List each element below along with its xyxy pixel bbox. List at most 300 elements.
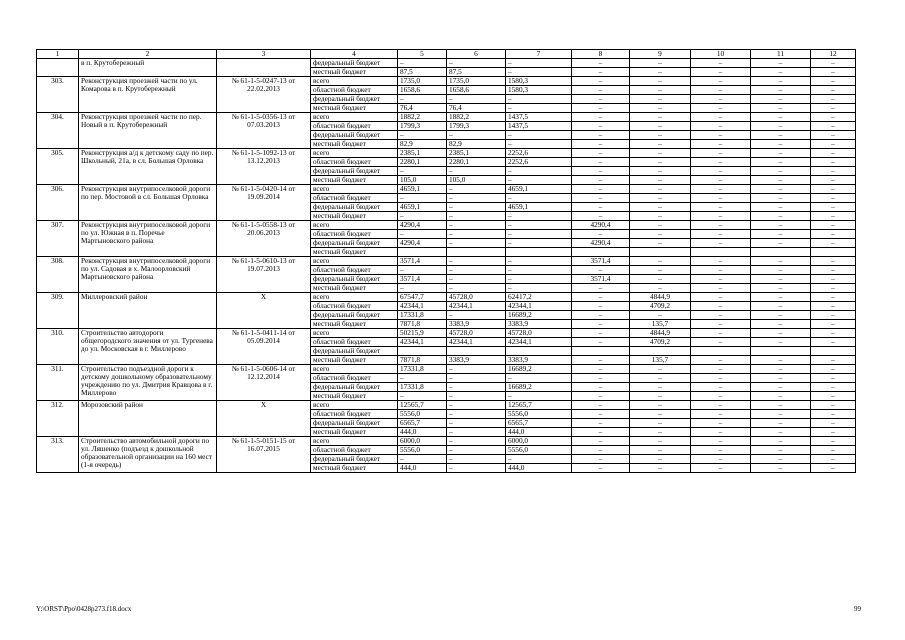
- row-number: 304.: [37, 113, 79, 149]
- amount-cell: –: [398, 194, 447, 203]
- amount-cell: –: [751, 266, 811, 275]
- amount-cell: 1437,5: [506, 122, 572, 131]
- document-ref: № 61-1-5-1092-13 от 13.12.2013: [217, 149, 311, 185]
- amount-cell: –: [811, 131, 856, 140]
- amount-cell: –: [811, 158, 856, 167]
- amount-cell: –: [572, 59, 630, 68]
- funding-source: всего: [311, 257, 398, 266]
- table-row: [37, 59, 856, 68]
- amount-cell: –: [630, 257, 691, 266]
- amount-cell: –: [691, 140, 751, 149]
- table-row: [37, 77, 856, 86]
- funding-source: местный бюджет: [311, 248, 398, 257]
- amount-cell: –: [572, 266, 630, 275]
- amount-cell: –: [630, 383, 691, 392]
- budget-table-container: [36, 49, 855, 473]
- amount-cell: –: [447, 239, 506, 248]
- amount-cell: –: [506, 374, 572, 383]
- amount-cell: –: [691, 149, 751, 158]
- amount-cell: [572, 248, 630, 257]
- amount-cell: –: [572, 230, 630, 239]
- amount-cell: –: [398, 131, 447, 140]
- page-number: 99: [854, 605, 861, 613]
- funding-source: федеральный бюджет: [311, 275, 398, 284]
- amount-cell: –: [811, 365, 856, 374]
- amount-cell: –: [572, 131, 630, 140]
- amount-cell: 1799,3: [398, 122, 447, 131]
- amount-cell: –: [572, 410, 630, 419]
- amount-cell: 4844,9: [630, 329, 691, 338]
- header-row: [37, 50, 856, 59]
- amount-cell: [506, 347, 572, 356]
- amount-cell: –: [751, 131, 811, 140]
- amount-cell: –: [447, 392, 506, 401]
- amount-cell: 444,0: [398, 428, 447, 437]
- amount-cell: –: [811, 59, 856, 68]
- funding-source: федеральный бюджет: [311, 59, 398, 68]
- funding-source: местный бюджет: [311, 176, 398, 185]
- amount-cell: –: [447, 284, 506, 293]
- amount-cell: –: [447, 383, 506, 392]
- amount-cell: –: [506, 140, 572, 149]
- funding-source: федеральный бюджет: [311, 239, 398, 248]
- amount-cell: –: [691, 194, 751, 203]
- amount-cell: –: [447, 446, 506, 455]
- amount-cell: –: [506, 275, 572, 284]
- funding-source: всего: [311, 77, 398, 86]
- amount-cell: 3571,4: [398, 257, 447, 266]
- amount-cell: –: [572, 68, 630, 77]
- amount-cell: –: [751, 68, 811, 77]
- amount-cell: –: [630, 221, 691, 230]
- column-header: 8: [572, 50, 630, 59]
- amount-cell: [691, 347, 751, 356]
- amount-cell: –: [811, 212, 856, 221]
- document-ref: № 61-1-5-0606-14 от 12.12.2014: [217, 365, 311, 401]
- document-ref: Х: [217, 293, 311, 329]
- table-row: [37, 113, 856, 122]
- amount-cell: –: [630, 104, 691, 113]
- funding-source: всего: [311, 221, 398, 230]
- amount-cell: 87,5: [398, 68, 447, 77]
- amount-cell: 42344,1: [398, 338, 447, 347]
- amount-cell: 6000,0: [506, 437, 572, 446]
- amount-cell: 6000,0: [398, 437, 447, 446]
- column-header: 7: [506, 50, 572, 59]
- amount-cell: –: [811, 176, 856, 185]
- amount-cell: –: [751, 212, 811, 221]
- table-row: [37, 149, 856, 158]
- amount-cell: –: [811, 329, 856, 338]
- amount-cell: 16689,2: [506, 311, 572, 320]
- amount-cell: –: [811, 374, 856, 383]
- amount-cell: –: [811, 275, 856, 284]
- amount-cell: –: [447, 185, 506, 194]
- table-row: [37, 293, 856, 302]
- object-name: Реконструкция внутрипоселковой дороги по пер. Мостовой в сл. Большая Орловка: [79, 185, 217, 221]
- amount-cell: –: [572, 392, 630, 401]
- amount-cell: –: [630, 230, 691, 239]
- row-number: 303.: [37, 77, 79, 113]
- amount-cell: –: [691, 176, 751, 185]
- amount-cell: 3383,9: [506, 356, 572, 365]
- amount-cell: –: [691, 419, 751, 428]
- amount-cell: –: [811, 392, 856, 401]
- amount-cell: 50215,9: [398, 329, 447, 338]
- amount-cell: 6565,7: [506, 419, 572, 428]
- amount-cell: –: [572, 437, 630, 446]
- amount-cell: 82,9: [398, 140, 447, 149]
- row-number: [37, 59, 79, 77]
- amount-cell: 45728,0: [506, 329, 572, 338]
- column-header: 1: [37, 50, 79, 59]
- amount-cell: –: [811, 104, 856, 113]
- amount-cell: –: [447, 59, 506, 68]
- amount-cell: –: [398, 266, 447, 275]
- row-number: 312.: [37, 401, 79, 437]
- amount-cell: –: [572, 113, 630, 122]
- amount-cell: –: [691, 158, 751, 167]
- amount-cell: –: [630, 149, 691, 158]
- amount-cell: 42344,1: [506, 338, 572, 347]
- amount-cell: –: [691, 455, 751, 464]
- document-ref: № 61-1-5-0151-15 от 16.07.2015: [217, 437, 311, 473]
- amount-cell: –: [751, 140, 811, 149]
- table-row: [37, 257, 856, 266]
- amount-cell: –: [691, 464, 751, 473]
- amount-cell: 76,4: [447, 104, 506, 113]
- amount-cell: –: [506, 104, 572, 113]
- amount-cell: –: [751, 320, 811, 329]
- amount-cell: –: [447, 203, 506, 212]
- amount-cell: –: [572, 293, 630, 302]
- amount-cell: –: [572, 122, 630, 131]
- amount-cell: –: [691, 131, 751, 140]
- amount-cell: –: [447, 230, 506, 239]
- amount-cell: –: [447, 221, 506, 230]
- amount-cell: 3383,9: [447, 356, 506, 365]
- row-number: 307.: [37, 221, 79, 257]
- funding-source: местный бюджет: [311, 428, 398, 437]
- amount-cell: –: [691, 221, 751, 230]
- amount-cell: –: [751, 86, 811, 95]
- funding-source: всего: [311, 437, 398, 446]
- amount-cell: [630, 347, 691, 356]
- amount-cell: –: [398, 392, 447, 401]
- amount-cell: –: [691, 392, 751, 401]
- amount-cell: 1437,5: [506, 113, 572, 122]
- amount-cell: –: [630, 428, 691, 437]
- amount-cell: –: [811, 311, 856, 320]
- amount-cell: –: [630, 437, 691, 446]
- amount-cell: –: [811, 284, 856, 293]
- funding-source: федеральный бюджет: [311, 311, 398, 320]
- amount-cell: –: [506, 194, 572, 203]
- amount-cell: –: [811, 86, 856, 95]
- table-row: [37, 185, 856, 194]
- object-name: Реконструкция а/д к детскому саду по пер. Школьный, 21а, в сл. Большая Орловка: [79, 149, 217, 185]
- amount-cell: 12565,7: [506, 401, 572, 410]
- funding-source: областной бюджет: [311, 158, 398, 167]
- amount-cell: –: [572, 455, 630, 464]
- document-ref: [217, 59, 311, 77]
- amount-cell: –: [811, 185, 856, 194]
- amount-cell: 16689,2: [506, 365, 572, 374]
- amount-cell: –: [572, 176, 630, 185]
- amount-cell: 1735,0: [447, 77, 506, 86]
- amount-cell: –: [572, 194, 630, 203]
- funding-source: областной бюджет: [311, 122, 398, 131]
- amount-cell: –: [811, 428, 856, 437]
- amount-cell: 4290,4: [398, 239, 447, 248]
- amount-cell: –: [630, 284, 691, 293]
- amount-cell: –: [751, 428, 811, 437]
- funding-source: областной бюджет: [311, 374, 398, 383]
- row-number: 309.: [37, 293, 79, 329]
- amount-cell: –: [751, 239, 811, 248]
- amount-cell: –: [811, 320, 856, 329]
- amount-cell: 12565,7: [398, 401, 447, 410]
- amount-cell: –: [811, 356, 856, 365]
- amount-cell: –: [751, 329, 811, 338]
- amount-cell: –: [630, 176, 691, 185]
- amount-cell: –: [572, 149, 630, 158]
- amount-cell: –: [691, 104, 751, 113]
- amount-cell: –: [630, 203, 691, 212]
- amount-cell: –: [751, 338, 811, 347]
- amount-cell: –: [630, 374, 691, 383]
- amount-cell: 4659,1: [398, 203, 447, 212]
- amount-cell: –: [811, 194, 856, 203]
- amount-cell: –: [630, 212, 691, 221]
- amount-cell: 1658,6: [447, 86, 506, 95]
- amount-cell: –: [751, 446, 811, 455]
- amount-cell: 3383,9: [447, 320, 506, 329]
- amount-cell: –: [751, 185, 811, 194]
- funding-source: областной бюджет: [311, 194, 398, 203]
- amount-cell: –: [447, 428, 506, 437]
- amount-cell: –: [630, 140, 691, 149]
- amount-cell: –: [506, 266, 572, 275]
- amount-cell: 42344,1: [447, 338, 506, 347]
- amount-cell: 7871,8: [398, 356, 447, 365]
- amount-cell: –: [630, 131, 691, 140]
- column-header: 11: [751, 50, 811, 59]
- amount-cell: 2252,6: [506, 149, 572, 158]
- amount-cell: –: [572, 365, 630, 374]
- amount-cell: 5556,0: [506, 410, 572, 419]
- document-ref: Х: [217, 401, 311, 437]
- document-ref: № 61-1-5-0247-13 от 22.02.2013: [217, 77, 311, 113]
- funding-source: местный бюджет: [311, 392, 398, 401]
- table-row: [37, 329, 856, 338]
- amount-cell: 42344,1: [506, 302, 572, 311]
- amount-cell: 42344,1: [398, 302, 447, 311]
- amount-cell: 3383,9: [506, 320, 572, 329]
- row-number: 308.: [37, 257, 79, 293]
- amount-cell: –: [691, 122, 751, 131]
- amount-cell: 5556,0: [506, 446, 572, 455]
- amount-cell: 4659,1: [398, 185, 447, 194]
- amount-cell: –: [811, 437, 856, 446]
- amount-cell: –: [630, 392, 691, 401]
- amount-cell: –: [506, 176, 572, 185]
- amount-cell: 4709,2: [630, 302, 691, 311]
- amount-cell: 105,0: [398, 176, 447, 185]
- amount-cell: –: [572, 86, 630, 95]
- amount-cell: –: [751, 401, 811, 410]
- amount-cell: –: [398, 95, 447, 104]
- document-ref: № 61-1-5-0411-14 от 05.09.2014: [217, 329, 311, 365]
- amount-cell: –: [506, 221, 572, 230]
- amount-cell: –: [691, 383, 751, 392]
- amount-cell: –: [691, 275, 751, 284]
- funding-source: федеральный бюджет: [311, 203, 398, 212]
- amount-cell: –: [572, 329, 630, 338]
- budget-table: [36, 49, 856, 473]
- amount-cell: –: [630, 239, 691, 248]
- amount-cell: –: [506, 392, 572, 401]
- amount-cell: –: [572, 419, 630, 428]
- amount-cell: –: [811, 383, 856, 392]
- table-row: [37, 365, 856, 374]
- amount-cell: –: [630, 275, 691, 284]
- funding-source: областной бюджет: [311, 266, 398, 275]
- funding-source: областной бюджет: [311, 302, 398, 311]
- amount-cell: –: [506, 59, 572, 68]
- amount-cell: –: [630, 185, 691, 194]
- funding-source: местный бюджет: [311, 320, 398, 329]
- amount-cell: 4659,1: [506, 185, 572, 194]
- amount-cell: –: [811, 95, 856, 104]
- amount-cell: –: [572, 428, 630, 437]
- amount-cell: –: [398, 212, 447, 221]
- column-header: 10: [691, 50, 751, 59]
- amount-cell: 1580,3: [506, 77, 572, 86]
- column-header: 5: [398, 50, 447, 59]
- amount-cell: –: [506, 167, 572, 176]
- amount-cell: –: [691, 167, 751, 176]
- amount-cell: –: [691, 185, 751, 194]
- amount-cell: –: [447, 410, 506, 419]
- amount-cell: –: [751, 113, 811, 122]
- amount-cell: –: [691, 284, 751, 293]
- amount-cell: –: [811, 140, 856, 149]
- amount-cell: –: [811, 338, 856, 347]
- amount-cell: –: [691, 446, 751, 455]
- funding-source: федеральный бюджет: [311, 419, 398, 428]
- amount-cell: 6565,7: [398, 419, 447, 428]
- amount-cell: –: [811, 401, 856, 410]
- table-row: [37, 401, 856, 410]
- amount-cell: –: [630, 86, 691, 95]
- amount-cell: –: [691, 311, 751, 320]
- amount-cell: –: [572, 185, 630, 194]
- object-name: Строительство подъездной дороги к детскому дошкольному образовательному учреждению по ул. Дмитрия Кравцова в г. Миллерово: [79, 365, 217, 401]
- amount-cell: 2385,1: [398, 149, 447, 158]
- amount-cell: –: [751, 230, 811, 239]
- amount-cell: –: [811, 266, 856, 275]
- amount-cell: –: [811, 167, 856, 176]
- object-name: Строительство автомобильной дороги по ул. Ляшенко (подъезд к дошкольной образовательной организации на 160 мест (1-я очередь): [79, 437, 217, 473]
- amount-cell: –: [630, 122, 691, 131]
- amount-cell: [572, 347, 630, 356]
- amount-cell: 4709,2: [630, 338, 691, 347]
- amount-cell: –: [630, 410, 691, 419]
- amount-cell: –: [751, 167, 811, 176]
- amount-cell: –: [811, 221, 856, 230]
- amount-cell: 4290,4: [398, 221, 447, 230]
- object-name: Реконструкция внутрипоселковой дороги по ул. Садовая в х. Малоорловский Мартыновского района: [79, 257, 217, 293]
- amount-cell: 2252,6: [506, 158, 572, 167]
- amount-cell: –: [572, 158, 630, 167]
- amount-cell: 5556,0: [398, 446, 447, 455]
- amount-cell: –: [811, 455, 856, 464]
- amount-cell: –: [751, 95, 811, 104]
- amount-cell: 4290,4: [572, 221, 630, 230]
- amount-cell: –: [691, 410, 751, 419]
- row-number: 310.: [37, 329, 79, 365]
- amount-cell: [398, 347, 447, 356]
- amount-cell: 45728,0: [447, 293, 506, 302]
- amount-cell: [506, 248, 572, 257]
- amount-cell: –: [691, 401, 751, 410]
- amount-cell: –: [751, 302, 811, 311]
- amount-cell: –: [751, 365, 811, 374]
- amount-cell: –: [751, 356, 811, 365]
- funding-source: местный бюджет: [311, 284, 398, 293]
- amount-cell: 87,5: [447, 68, 506, 77]
- amount-cell: –: [691, 437, 751, 446]
- amount-cell: –: [691, 320, 751, 329]
- amount-cell: –: [572, 104, 630, 113]
- amount-cell: [811, 248, 856, 257]
- funding-source: федеральный бюджет: [311, 455, 398, 464]
- amount-cell: –: [506, 95, 572, 104]
- amount-cell: –: [751, 257, 811, 266]
- amount-cell: 444,0: [506, 464, 572, 473]
- amount-cell: –: [447, 266, 506, 275]
- funding-source: местный бюджет: [311, 356, 398, 365]
- amount-cell: –: [398, 230, 447, 239]
- funding-source: федеральный бюджет: [311, 131, 398, 140]
- amount-cell: –: [572, 302, 630, 311]
- funding-source: областной бюджет: [311, 338, 398, 347]
- amount-cell: 3571,4: [572, 257, 630, 266]
- amount-cell: –: [630, 68, 691, 77]
- funding-source: местный бюджет: [311, 104, 398, 113]
- amount-cell: –: [630, 113, 691, 122]
- table-row: [37, 221, 856, 230]
- amount-cell: –: [691, 86, 751, 95]
- amount-cell: –: [691, 356, 751, 365]
- amount-cell: –: [691, 329, 751, 338]
- amount-cell: –: [506, 284, 572, 293]
- amount-cell: –: [572, 401, 630, 410]
- amount-cell: –: [630, 95, 691, 104]
- amount-cell: –: [691, 302, 751, 311]
- amount-cell: –: [751, 203, 811, 212]
- amount-cell: 1882,2: [398, 113, 447, 122]
- amount-cell: –: [447, 311, 506, 320]
- amount-cell: –: [506, 455, 572, 464]
- amount-cell: –: [398, 374, 447, 383]
- amount-cell: –: [630, 59, 691, 68]
- funding-source: местный бюджет: [311, 464, 398, 473]
- amount-cell: –: [751, 419, 811, 428]
- funding-source: всего: [311, 185, 398, 194]
- object-name: Строительство автодороги общегородского значения от ул. Тургенева до ул. Московская в г. Миллерово: [79, 329, 217, 365]
